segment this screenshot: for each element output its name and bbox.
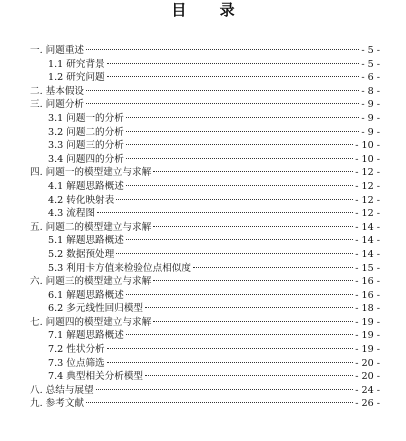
toc-entry-page: - 19 - [355,344,380,356]
toc-entry-number: 八. [30,384,43,396]
toc-subsection-entry[interactable] [30,343,380,357]
toc-entry-page: - 12 - [355,194,380,206]
toc-dot-leader [126,117,359,118]
toc-entry-number: 二. [30,85,43,97]
toc-entry-title: 研究问题 [66,72,105,84]
toc-dot-leader [126,131,359,132]
toc-entry-page: - 19 - [355,316,380,328]
toc-section-entry[interactable] [30,316,380,330]
toc-dot-leader [145,375,353,376]
toc-entry-number: 九. [30,398,43,410]
toc-dot-leader [116,199,353,200]
toc-entry-number: 5.1 [48,235,64,247]
toc-dot-leader [153,171,353,172]
toc-entry-title: 问题重述 [45,45,85,56]
toc-subsection-entry[interactable] [30,71,380,85]
toc-dot-leader [86,90,359,91]
toc-section-entry[interactable] [30,275,380,289]
toc-entry-title: 问题二的分析 [66,126,124,138]
toc-entry-title: 典型相关分析模型 [66,371,144,383]
toc-dot-leader [86,49,359,50]
toc-dot-leader [153,321,353,322]
toc-entry-number: 3.1 [48,112,64,124]
toc-entry-page: - 12 - [355,167,380,179]
toc-dot-leader [126,144,353,145]
toc-entry-number: 3.3 [48,140,64,152]
toc-subsection-entry[interactable] [30,262,380,276]
toc-entry-title: 问题四的模型建立与求解 [45,316,152,328]
toc-entry-title: 转化映射表 [66,194,115,206]
toc-entry-title: 参考文献 [45,398,85,410]
toc-entry-number: 四. [30,167,43,179]
toc-entry-number: 1.2 [48,72,64,84]
toc-entry-title: 解题思路概述 [66,235,124,247]
toc-dot-leader [86,103,359,104]
toc-entry-title: 解题思路概述 [66,180,124,192]
toc-dot-leader [107,76,360,77]
toc-subsection-entry[interactable] [30,194,380,208]
toc-entry-page: - 6 - [361,72,380,84]
toc-entry-page: - 20 - [355,357,380,369]
toc-entry-title: 利用卡方值来检验位点相似度 [66,262,191,274]
toc-dot-leader [126,239,353,240]
toc-entry-number: 4.2 [48,194,64,206]
toc-list [30,44,380,411]
toc-entry-number: 6.2 [48,303,64,315]
toc-entry-page: - 14 - [355,248,380,260]
toc-entry-number: 3.4 [48,153,64,165]
toc-entry-number: 三. [30,99,43,111]
toc-entry-title: 问题四的分析 [66,153,124,165]
toc-subsection-entry[interactable] [30,180,380,194]
toc-entry-title: 问题分析 [45,99,85,111]
toc-entry-number: 3.2 [48,126,64,138]
toc-entry-title: 解题思路概述 [66,330,124,342]
toc-entry-page: - 9 - [361,112,380,124]
toc-dot-leader [153,280,353,281]
toc-dot-leader [107,362,354,363]
toc-entry-number: 1.1 [48,58,64,70]
toc-subsection-entry[interactable] [30,329,380,343]
toc-subsection-entry[interactable] [30,370,380,384]
toc-subsection-entry[interactable] [30,139,380,153]
toc-entry-title: 数据预处理 [66,248,115,260]
toc-entry-number: 4.1 [48,180,64,192]
toc-entry-page: - 12 - [355,208,380,220]
toc-subsection-entry[interactable] [30,112,380,126]
toc-entry-title: 性状分析 [66,344,105,356]
toc-entry-page: - 10 - [355,153,380,165]
toc-dot-leader [126,294,353,295]
toc-entry-number: 5.2 [48,248,64,260]
toc-subsection-entry[interactable] [30,234,380,248]
toc-entry-number: 7.4 [48,371,64,383]
toc-entry-number: 7.1 [48,330,64,342]
toc-entry-title: 多元线性回归模型 [66,303,144,315]
toc-dot-leader [97,212,353,213]
toc-entry-title: 流程图 [66,208,96,220]
toc-subsection-entry[interactable] [30,153,380,167]
toc-subsection-entry[interactable] [30,302,380,316]
toc-section-entry[interactable] [30,397,380,411]
toc-section-entry[interactable] [30,98,380,112]
toc-subsection-entry[interactable] [30,58,380,72]
toc-section-entry[interactable] [30,85,380,99]
toc-entry-title: 基本假设 [45,85,85,97]
toc-dot-leader [107,348,354,349]
toc-entry-title: 解题思路概述 [66,289,124,301]
toc-entry-page: - 14 - [355,221,380,233]
toc-entry-page: - 9 - [361,126,380,138]
toc-entry-page: - 16 - [355,276,380,288]
toc-entry-number: 6.1 [48,289,64,301]
toc-title: 目 录 [171,1,249,19]
toc-entry-title: 问题三的分析 [66,140,124,152]
toc-entry-page: - 16 - [355,289,380,301]
toc-entry-page: - 9 - [361,99,380,111]
toc-section-entry[interactable] [30,44,380,58]
toc-entry-title: 问题三的模型建立与求解 [45,276,152,288]
toc-section-entry[interactable] [30,166,380,180]
toc-entry-page: - 26 - [355,398,380,410]
toc-entry-title: 问题二的模型建立与求解 [45,221,152,233]
toc-entry-page: - 10 - [355,140,380,152]
toc-entry-number: 五. [30,221,43,233]
toc-dot-leader [116,253,353,254]
toc-entry-page: - 12 - [355,180,380,192]
toc-entry-number: 5.3 [48,262,64,274]
toc-dot-leader [96,389,354,390]
toc-entry-page: - 5 - [361,45,380,56]
toc-dot-leader [153,226,353,227]
toc-section-entry[interactable] [30,221,380,235]
toc-entry-number: 一. [30,45,43,56]
toc-entry-number: 4.3 [48,208,64,220]
toc-entry-title: 总结与展望 [45,384,94,396]
toc-entry-title: 问题一的分析 [66,112,124,124]
toc-dot-leader [126,185,353,186]
toc-section-entry[interactable] [30,384,380,398]
toc-dot-leader [86,402,353,403]
toc-entry-page: - 20 - [355,371,380,383]
toc-entry-title: 问题一的模型建立与求解 [45,167,152,179]
toc-entry-page: - 14 - [355,235,380,247]
toc-entry-page: - 15 - [355,262,380,274]
toc-entry-number: 七. [30,316,43,328]
toc-subsection-entry[interactable] [30,357,380,371]
toc-entry-page: - 5 - [361,58,380,70]
toc-entry-page: - 24 - [355,384,380,396]
toc-dot-leader [145,307,353,308]
toc-entry-page: - 19 - [355,330,380,342]
toc-subsection-entry[interactable] [30,126,380,140]
toc-subsection-entry[interactable] [30,248,380,262]
toc-entry-number: 7.3 [48,357,64,369]
toc-subsection-entry[interactable] [30,289,380,303]
toc-dot-leader [126,334,353,335]
toc-entry-number: 7.2 [48,344,64,356]
toc-entry-title: 位点筛选 [66,357,105,369]
toc-entry-page: - 18 - [355,303,380,315]
toc-entry-title: 研究背景 [66,58,105,70]
toc-dot-leader [126,158,353,159]
toc-subsection-entry[interactable] [30,207,380,221]
toc-dot-leader [107,63,360,64]
toc-dot-leader [193,267,353,268]
toc-entry-page: - 8 - [361,85,380,97]
toc-entry-number: 六. [30,276,43,288]
